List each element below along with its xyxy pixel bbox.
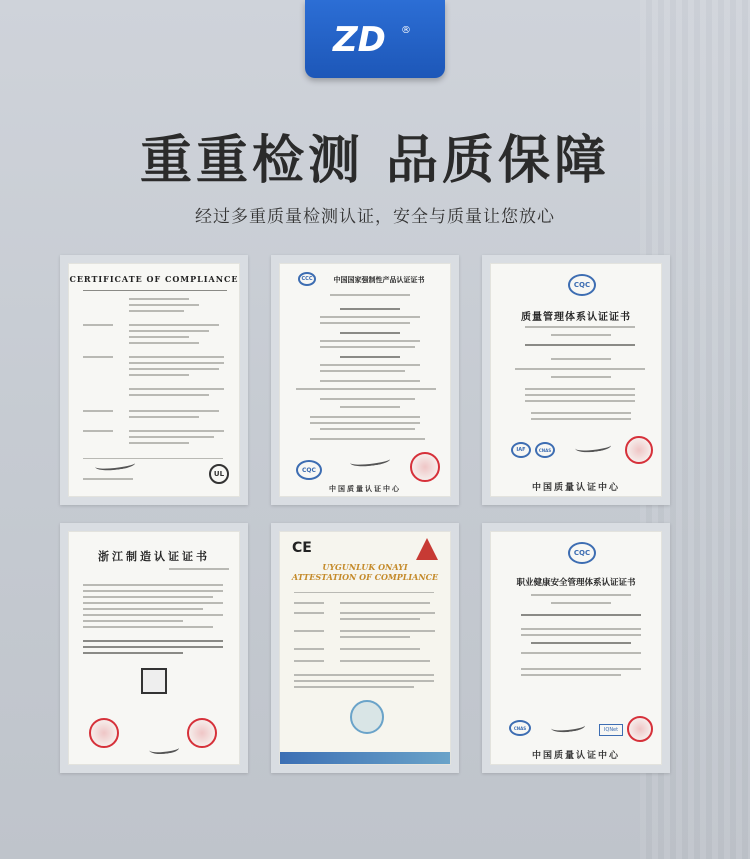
- red-seal-icon: [187, 718, 217, 748]
- red-seal-icon: [625, 436, 653, 464]
- red-seal-icon: [627, 716, 653, 742]
- cqc-logo-icon: CQC: [296, 460, 322, 480]
- certificate-card-ul: [60, 255, 248, 505]
- logo-text: ZD: [333, 20, 386, 59]
- certificate-card-ohsms: [482, 523, 670, 773]
- certificate-footer-bar: [280, 752, 450, 764]
- cqc-logo-icon: CQC: [568, 542, 596, 564]
- certificate-issuer: 中国质量认证中心: [531, 751, 620, 761]
- blue-seal-icon: [350, 700, 384, 734]
- certificate-card-qms: [482, 255, 670, 505]
- certificate-title: 浙江制造认证证书: [98, 550, 210, 563]
- page-headline: 重重检测 品质保障: [139, 131, 611, 191]
- certificate-card-ccc: [271, 255, 459, 505]
- certificate-paper: [490, 263, 662, 497]
- certificate-subtitle: UYGUNLUK ONAYI: [322, 562, 408, 572]
- certificate-paper: [68, 263, 240, 497]
- ce-mark-icon: CE: [292, 540, 312, 556]
- certificate-card-ce: [271, 523, 459, 773]
- cqc-logo-icon: CQC: [568, 274, 596, 296]
- red-seal-icon: [410, 452, 440, 482]
- ul-mark-icon: UL: [209, 464, 229, 484]
- certificate-title: 职业健康安全管理体系认证证书: [516, 578, 636, 588]
- certification-body-logo-icon: [416, 538, 438, 560]
- brand-logo-tab: [305, 0, 445, 78]
- certificate-title: ATTESTATION OF COMPLIANCE: [291, 572, 439, 582]
- registered-mark: ®: [401, 25, 411, 36]
- certificate-title: CERTIFICATE OF COMPLIANCE: [69, 274, 239, 284]
- zd-logo-icon: [329, 19, 421, 59]
- certificate-card-zhejiang: [60, 523, 248, 773]
- iaf-logo-icon: IAF: [511, 442, 531, 458]
- iqnet-logo-icon: IQNet: [599, 724, 623, 736]
- certificate-paper: [279, 263, 451, 497]
- certificate-paper: [68, 531, 240, 765]
- cnas-logo-icon: CNAS: [535, 442, 555, 458]
- certificates-grid: [60, 255, 690, 775]
- certificate-issuer: 中国质量认证中心: [531, 483, 620, 493]
- zhejiang-made-mark-icon: [141, 668, 167, 694]
- cnas-logo-icon: CNAS: [509, 720, 531, 736]
- page-subline: 经过多重质量检测认证，安全与质量让您放心: [195, 207, 555, 227]
- certificate-title: 质量管理体系认证证书: [521, 312, 631, 323]
- certificate-paper: [279, 531, 451, 765]
- ccc-mark-icon: CCC: [298, 272, 316, 286]
- red-seal-icon: [89, 718, 119, 748]
- certificate-paper: [490, 531, 662, 765]
- certificate-issuer: 中国质量认证中心: [329, 485, 401, 493]
- certificate-title: 中国国家强制性产品认证证书: [333, 275, 425, 284]
